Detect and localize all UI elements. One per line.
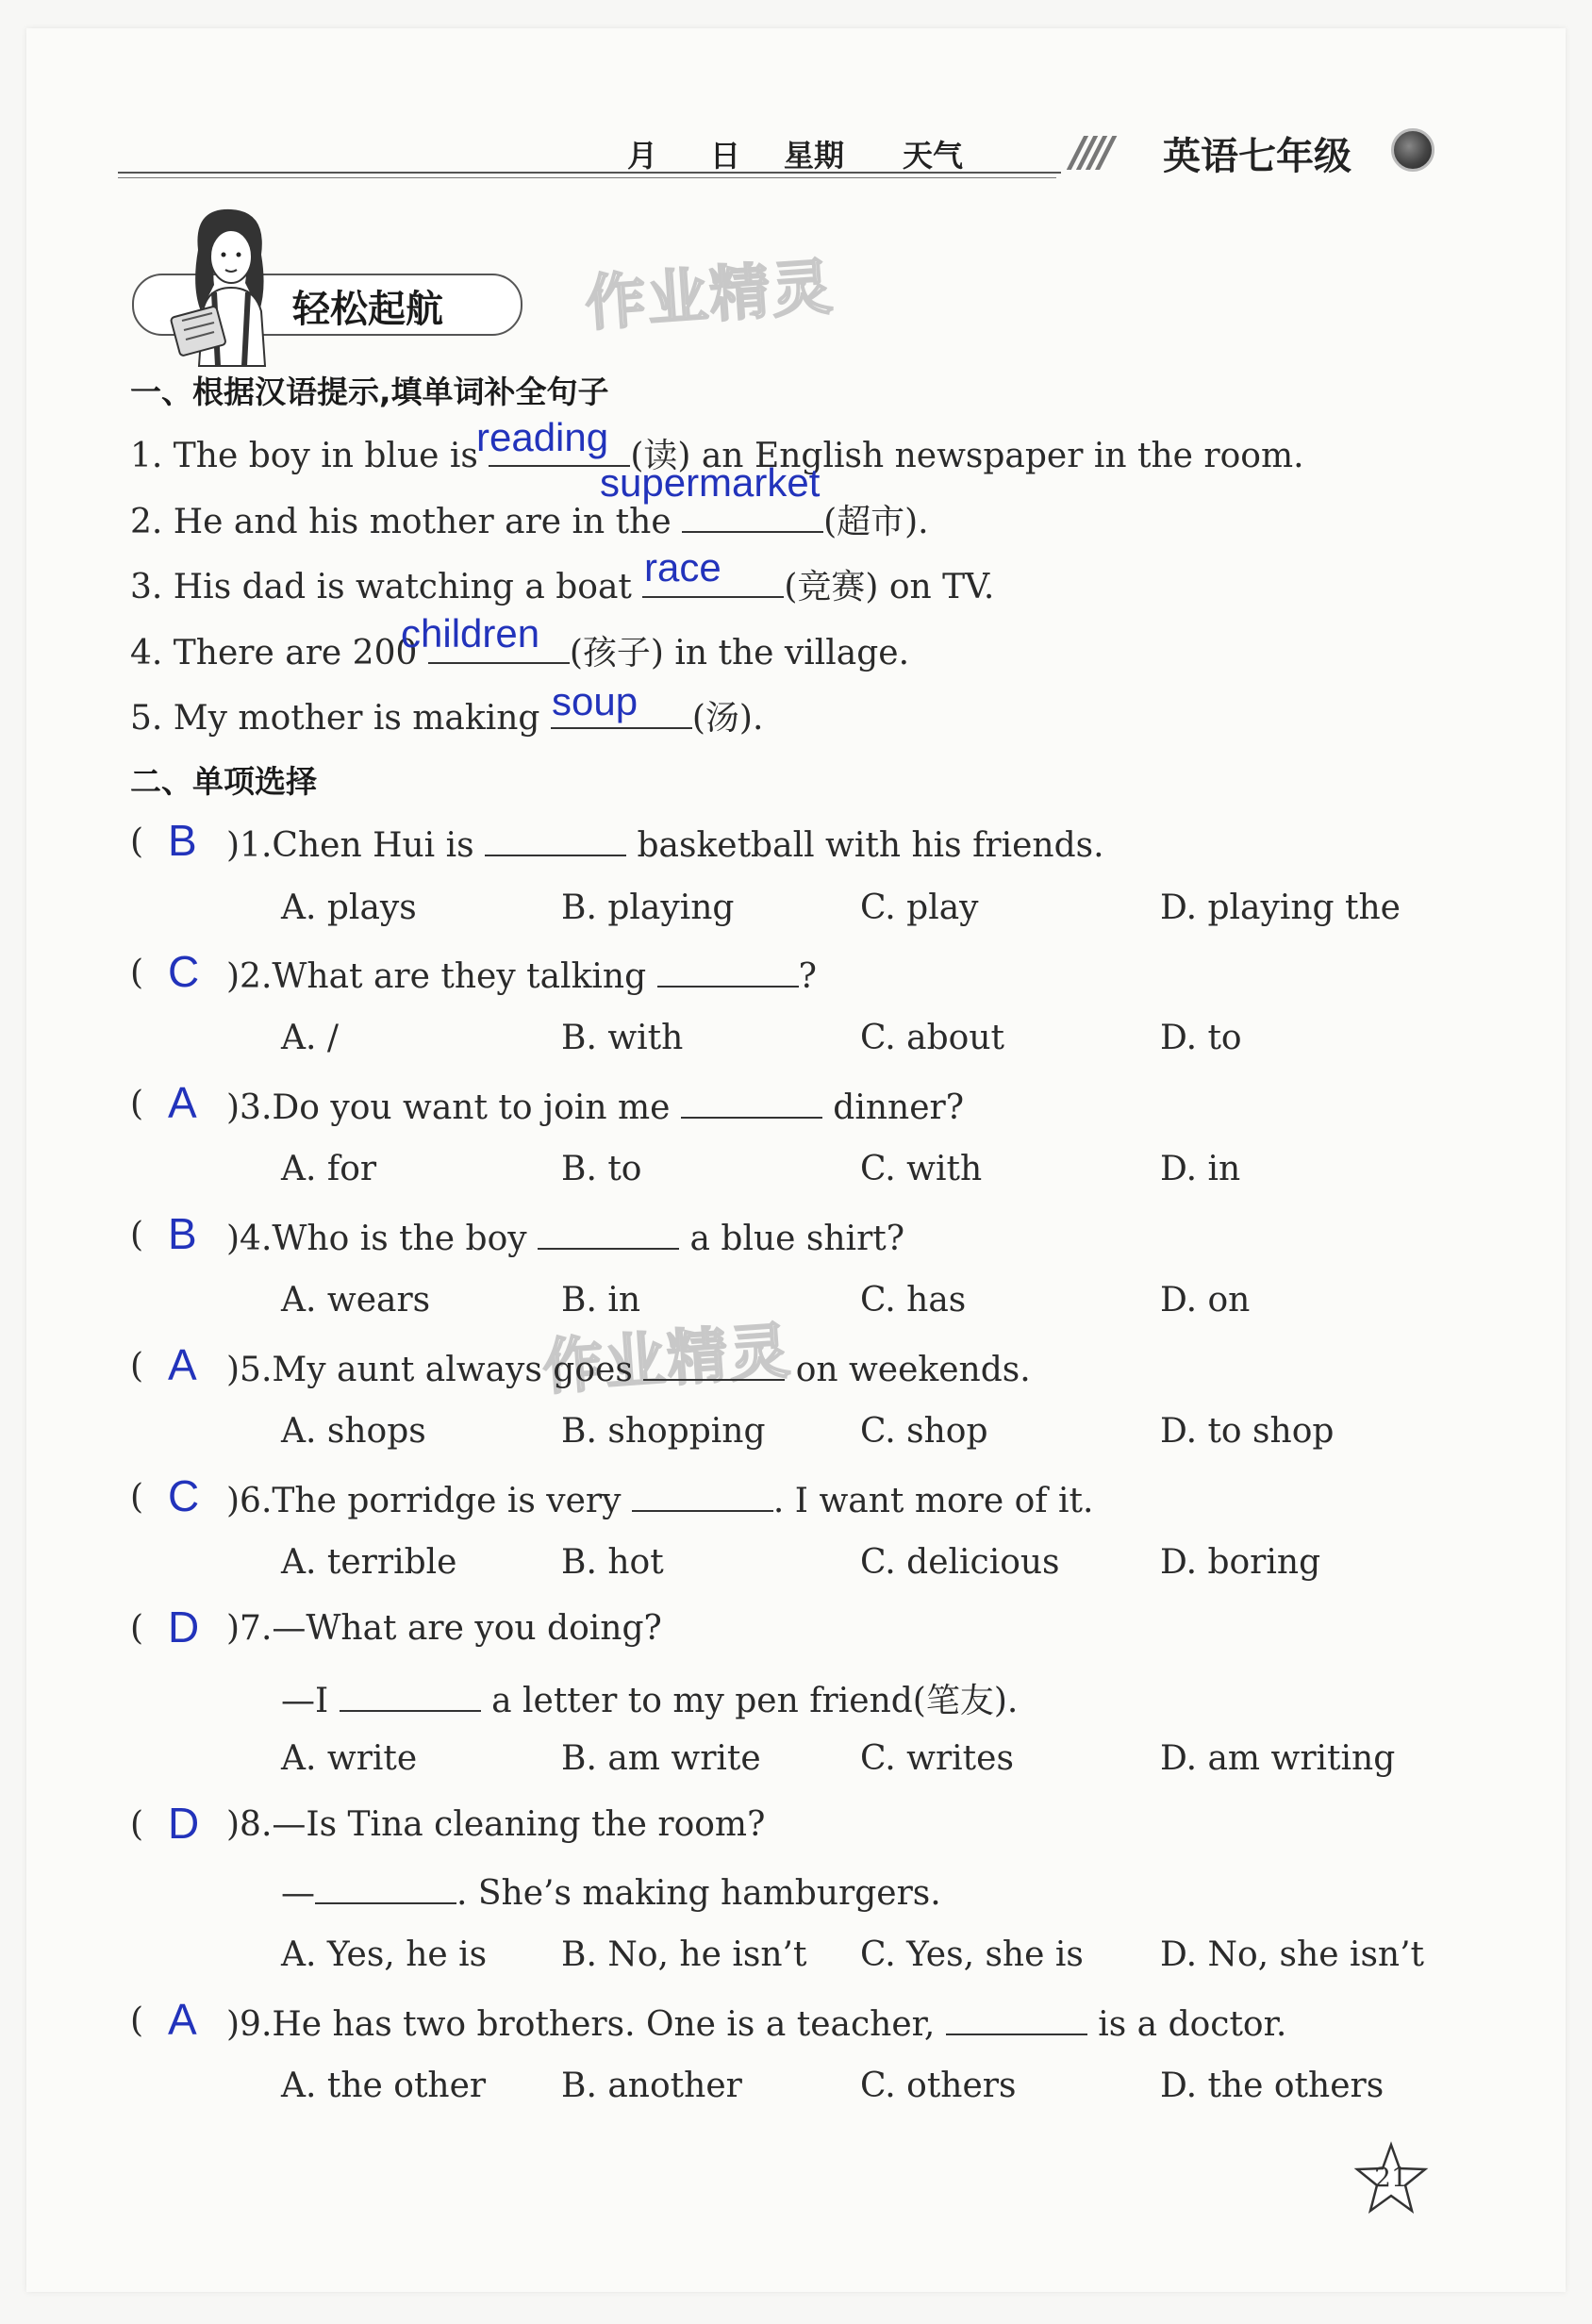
answer-blank[interactable] <box>681 1085 822 1119</box>
fill-answer-3: race <box>644 545 721 589</box>
q6-option-b[interactable]: B. hot <box>561 1543 664 1582</box>
q9-option-c[interactable]: C. others <box>860 2067 1017 2105</box>
choice-answer-3: A <box>168 1078 197 1127</box>
q3-option-b[interactable]: B. to <box>561 1150 642 1188</box>
fill-answer-4: children <box>401 611 540 656</box>
question-9-stem: )9.He has two brothers. One is a teacher, is a doctor. <box>226 2001 1286 2044</box>
subject-title: 英语七年级 <box>1163 135 1352 178</box>
choice-answer-8: D <box>168 1799 200 1848</box>
answer-blank[interactable] <box>538 1216 679 1250</box>
answer-blank[interactable] <box>340 1678 481 1712</box>
answer-paren-2: ( <box>130 954 144 992</box>
q1-option-b[interactable]: B. playing <box>561 888 735 927</box>
question-3-stem: )3.Do you want to join me dinner? <box>226 1085 964 1127</box>
q2-option-d[interactable]: D. to <box>1160 1019 1242 1057</box>
answer-blank[interactable] <box>485 822 626 856</box>
q1-option-d[interactable]: D. playing the <box>1160 888 1401 927</box>
choice-answer-9: A <box>168 1995 197 2044</box>
q7-option-b[interactable]: B. am write <box>561 1739 761 1778</box>
answer-paren-3: ( <box>130 1085 144 1123</box>
section1-title: 一、根据汉语提示,填单词补全句子 <box>130 374 609 410</box>
q7-option-a[interactable]: A. write <box>281 1739 418 1778</box>
q5-option-a[interactable]: A. shops <box>281 1412 426 1451</box>
day-label: 日 <box>710 138 741 174</box>
choice-answer-5: A <box>168 1340 197 1389</box>
q9-option-d[interactable]: D. the others <box>1160 2067 1385 2105</box>
q9-option-b[interactable]: B. another <box>561 2067 742 2105</box>
answer-paren-1: ( <box>130 822 144 861</box>
page-number: 21 <box>1374 2162 1408 2193</box>
q8-option-c[interactable]: C. Yes, she is <box>860 1935 1084 1974</box>
q3-option-a[interactable]: A. for <box>281 1150 377 1188</box>
question-4-stem: )4.Who is the boy a blue shirt? <box>226 1216 904 1258</box>
watermark-top: 作业精灵 <box>583 252 837 340</box>
month-label: 月 <box>627 138 658 174</box>
answer-paren-5: ( <box>130 1347 144 1386</box>
answer-blank[interactable] <box>657 954 799 988</box>
choice-answer-4: B <box>168 1209 197 1258</box>
banner-title: 轻松起航 <box>292 288 443 331</box>
page-header <box>118 128 1438 189</box>
header-circle-icon <box>1391 128 1434 172</box>
answer-paren-8: ( <box>130 1805 144 1844</box>
choice-answer-1: B <box>168 816 197 865</box>
q3-option-c[interactable]: C. with <box>860 1150 983 1188</box>
q7-option-d[interactable]: D. am writing <box>1160 1739 1396 1778</box>
question-2-stem: )2.What are they talking ? <box>226 954 817 996</box>
fill-item-5: 5. My mother is making (汤). <box>130 691 763 739</box>
question-5-stem: )5.My aunt always goes on weekends. <box>226 1347 1031 1389</box>
q6-option-a[interactable]: A. terrible <box>281 1543 457 1582</box>
q4-option-c[interactable]: C. has <box>860 1281 967 1320</box>
weather-label: 天气 <box>903 138 964 174</box>
q6-option-d[interactable]: D. boring <box>1160 1543 1321 1582</box>
answer-paren-7: ( <box>130 1609 144 1648</box>
fill-item-1: 1. The boy in blue is (读) an English newspaper in the room. <box>130 429 1304 477</box>
girl-reading-icon <box>156 198 297 368</box>
fill-answer-1: reading <box>476 415 609 459</box>
q2-option-b[interactable]: B. with <box>561 1019 684 1057</box>
q8-option-b[interactable]: B. No, he isn’t <box>561 1935 807 1974</box>
choice-answer-7: D <box>168 1602 200 1652</box>
fill-item-3: 3. His dad is watching a boat (竞赛) on TV. <box>130 560 994 608</box>
choice-answer-2: C <box>168 947 200 996</box>
q2-option-c[interactable]: C. about <box>860 1019 1004 1057</box>
q8-option-a[interactable]: A. Yes, he is <box>281 1935 488 1974</box>
header-rule-thin <box>118 177 1056 178</box>
q9-option-a[interactable]: A. the other <box>281 2067 487 2105</box>
q5-option-b[interactable]: B. shopping <box>561 1412 766 1451</box>
watermark-middle: 作业精灵 <box>540 1316 794 1404</box>
q2-option-a[interactable]: A. / <box>281 1019 340 1057</box>
q4-option-b[interactable]: B. in <box>561 1281 641 1320</box>
fill-item-4: 4. There are 200 (孩子) in the village. <box>130 626 909 674</box>
q1-option-a[interactable]: A. plays <box>281 888 417 927</box>
header-slashes-decoration: //// <box>1070 128 1109 176</box>
question-7-stem: )7.—What are you doing? <box>226 1609 662 1648</box>
q6-option-c[interactable]: C. delicious <box>860 1543 1060 1582</box>
section2-title: 二、单项选择 <box>130 763 317 800</box>
choice-answer-6: C <box>168 1471 200 1520</box>
fill-answer-5: soup <box>552 679 638 723</box>
answer-blank[interactable] <box>315 1870 456 1904</box>
answer-paren-6: ( <box>130 1478 144 1517</box>
q4-option-d[interactable]: D. on <box>1160 1281 1251 1320</box>
q5-option-c[interactable]: C. shop <box>860 1412 988 1451</box>
weekday-label: 星期 <box>784 138 845 174</box>
q8-option-d[interactable]: D. No, she isn’t <box>1160 1935 1425 1974</box>
question-8-stem: )8.—Is Tina cleaning the room? <box>226 1805 766 1844</box>
question-1-stem: )1.Chen Hui is basketball with his friends. <box>226 822 1104 865</box>
answer-paren-9: ( <box>130 2001 144 2040</box>
q1-option-c[interactable]: C. play <box>860 888 979 927</box>
question-6-stem: )6.The porridge is very . I want more of it. <box>226 1478 1093 1520</box>
answer-blank[interactable] <box>632 1478 773 1512</box>
answer-blank[interactable] <box>643 1347 785 1381</box>
fill-item-2: 2. He and his mother are in the (超市). <box>130 495 929 543</box>
answer-blank[interactable] <box>946 2001 1087 2035</box>
fill-answer-2: supermarket <box>600 460 821 505</box>
q3-option-d[interactable]: D. in <box>1160 1150 1241 1188</box>
question-7-line2: —I a letter to my pen friend(笔友). <box>281 1674 1018 1722</box>
q4-option-a[interactable]: A. wears <box>281 1281 431 1320</box>
question-8-line2: — . She’s making hamburgers. <box>281 1870 941 1913</box>
answer-paren-4: ( <box>130 1216 144 1254</box>
q7-option-c[interactable]: C. writes <box>860 1739 1014 1778</box>
q5-option-d[interactable]: D. to shop <box>1160 1412 1335 1451</box>
